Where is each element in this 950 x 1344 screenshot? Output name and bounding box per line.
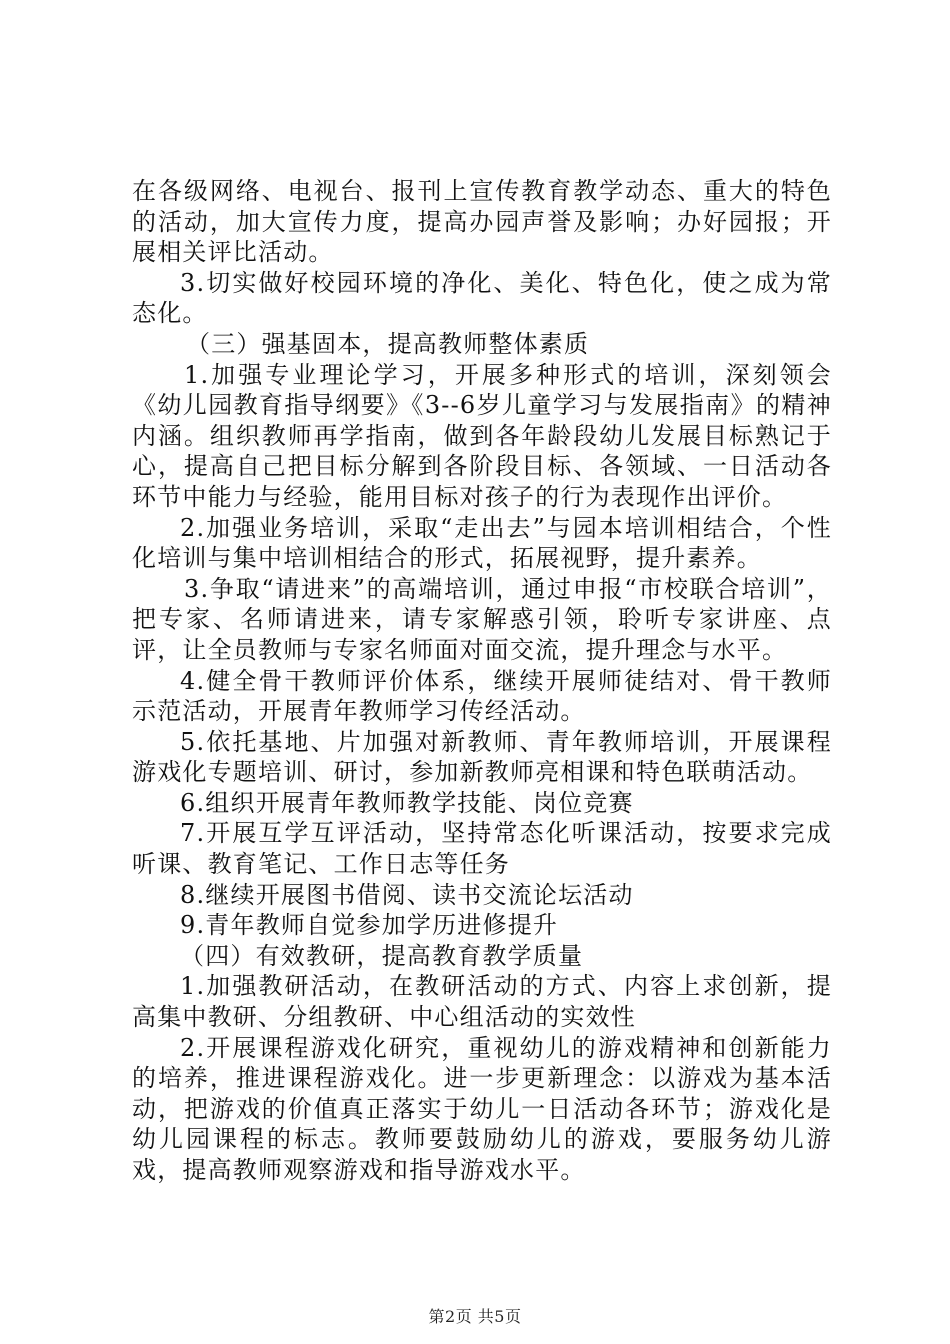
paragraph-s3-3: 3.争取“请进来”的高端培训，通过申报“市校联合培训”，把专家、名师请进来，请专家解惑引领，聆听专家讲座、点评，让全员教师与专家名师面对面交流，提升理念与水平。 — [132, 574, 832, 664]
paragraph-s3-1: 1.加强专业理论学习，开展多种形式的培训，深刻领会《幼儿园教育指导纲要》《3--6岁儿童学习与发展指南》的精神内涵。组织教师再学指南，做到各年龄段幼儿发展目标熟记于心，提高自己把目标分解到各阶段目标、各领域、一日活动各环节中能力与经验，能用目标对孩子的行为表现作出评价。 — [132, 360, 832, 511]
paragraph-s3-8: 8.继续开展图书借阅、读书交流论坛活动 — [180, 880, 634, 909]
paragraph-item-3: 3.切实做好校园环境的净化、美化、特色化，使之成为常态化。 — [132, 268, 832, 328]
paragraph-s3-2: 2.加强业务培训，采取“走出去”与园本培训相结合，个性化培训与集中培训相结合的形式，拓展视野，提升素养。 — [132, 513, 832, 573]
paragraph-s4-2: 2.开展课程游戏化研究，重视幼儿的游戏精神和创新能力的培养，推进课程游戏化。进一步更新理念：以游戏为基本活动，把游戏的价值真正落实于幼儿一日活动各环节；游戏化是幼儿园课程的标志。教师要鼓励幼儿的游戏，要服务幼儿游戏，提高教师观察游戏和指导游戏水平。 — [132, 1033, 832, 1184]
document-body — [132, 176, 832, 1186]
paragraph-s3-7: 7.开展互学互评活动，坚持常态化听课活动，按要求完成听课、教育笔记、工作日志等任务 — [132, 819, 832, 879]
paragraph-s3-6: 6.组织开展青年教师教学技能、岗位竞赛 — [180, 788, 634, 817]
paragraph-intro: 在各级网络、电视台、报刊上宣传教育教学动态、重大的特色的活动，加大宣传力度，提高办园声誉及影响；办好园报；开展相关评比活动。 — [132, 177, 832, 267]
section-heading-3: （三）强基固本，提高教师整体素质 — [186, 329, 590, 358]
page-number-footer: 第2页 共5页 — [428, 1307, 522, 1326]
section-heading-4: （四）有效教研，提高教育教学质量 — [180, 941, 584, 970]
paragraph-s3-4: 4.健全骨干教师评价体系，继续开展师徒结对、骨干教师示范活动，开展青年教师学习传经活动。 — [132, 666, 832, 726]
paragraph-s4-1: 1.加强教研活动，在教研活动的方式、内容上求创新，提高集中教研、分组教研、中心组活动的实效性 — [132, 972, 832, 1032]
paragraph-s3-5: 5.依托基地、片加强对新教师、青年教师培训，开展课程游戏化专题培训、研讨，参加新教师亮相课和特色联萌活动。 — [132, 727, 832, 787]
paragraph-s3-9: 9.青年教师自觉参加学历进修提升 — [180, 911, 559, 940]
